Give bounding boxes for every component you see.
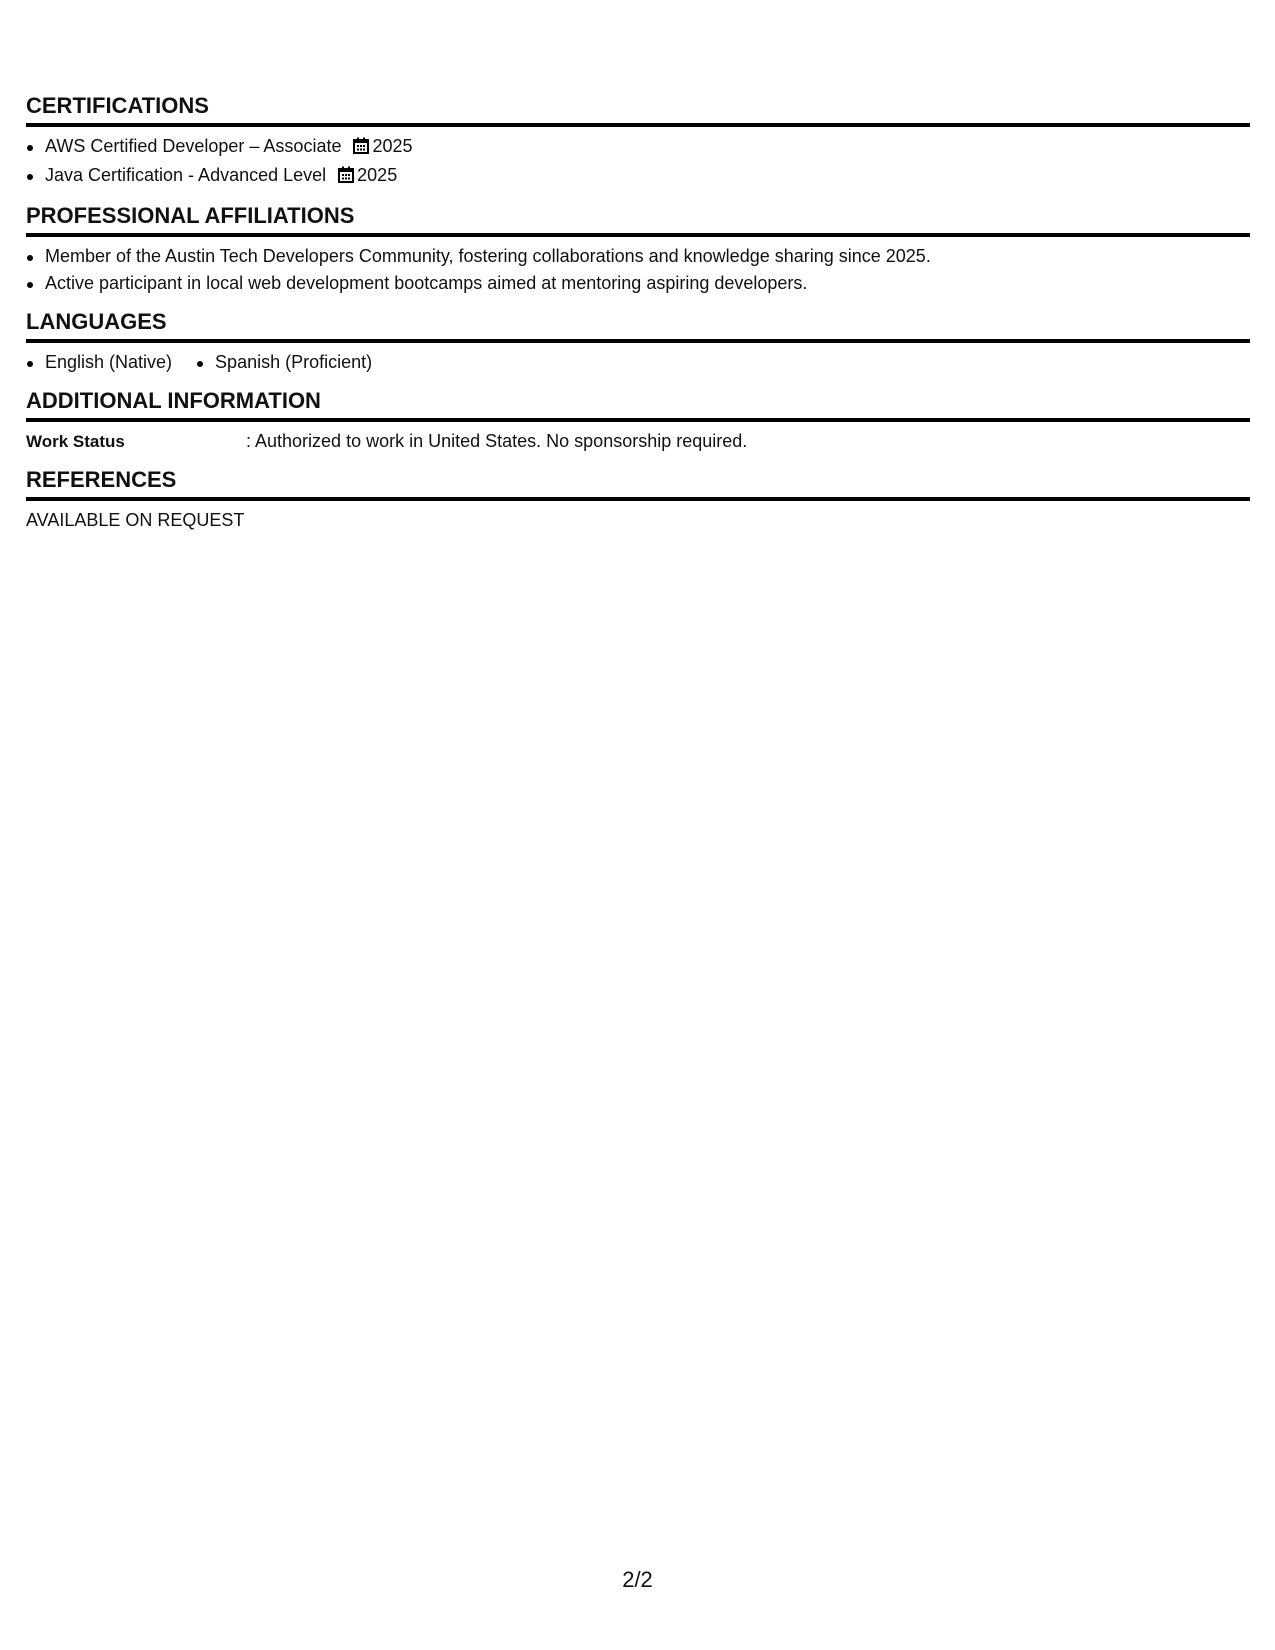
work-status-label: Work Status <box>26 432 125 451</box>
certification-item <box>26 162 1250 191</box>
calendar-icon <box>353 135 369 162</box>
languages-list <box>26 349 1250 376</box>
calendar-icon <box>338 164 354 191</box>
section-title-references: REFERENCES <box>26 467 1250 501</box>
section-title-affiliations: PROFESSIONAL AFFILIATIONS <box>26 203 1250 237</box>
certification-year: 2025 <box>372 136 413 156</box>
references-section <box>26 467 1250 534</box>
references-text: AVAILABLE ON REQUEST <box>26 510 245 530</box>
page-number: 2/2 <box>622 1567 653 1592</box>
certifications-list <box>26 133 1250 191</box>
certifications-section <box>26 93 1250 191</box>
affiliations-section <box>26 203 1250 297</box>
work-status-row <box>26 428 1250 455</box>
section-title-certifications: CERTIFICATIONS <box>26 93 1250 127</box>
affiliations-list <box>26 243 1250 297</box>
section-title-additional-info: ADDITIONAL INFORMATION <box>26 388 1250 422</box>
work-status-value: : Authorized to work in United States. No sponsorship required. <box>246 431 748 451</box>
affiliation-item: Member of the Austin Tech Developers Community, fostering collaborations and knowledge sharing since 2025. <box>26 243 1250 270</box>
section-title-languages: LANGUAGES <box>26 309 1250 343</box>
certification-item <box>26 133 1250 162</box>
languages-section <box>26 309 1250 376</box>
certification-name: Java Certification - Advanced Level <box>45 165 327 185</box>
certification-year: 2025 <box>357 165 398 185</box>
additional-info-section <box>26 388 1250 455</box>
resume-page <box>26 93 1250 546</box>
affiliation-item: Active participant in local web development bootcamps aimed at mentoring aspiring developers. <box>26 270 1250 297</box>
certification-name: AWS Certified Developer – Associate <box>45 136 342 156</box>
language-item: English (Native) <box>26 349 172 376</box>
language-item: Spanish (Proficient) <box>196 349 372 376</box>
